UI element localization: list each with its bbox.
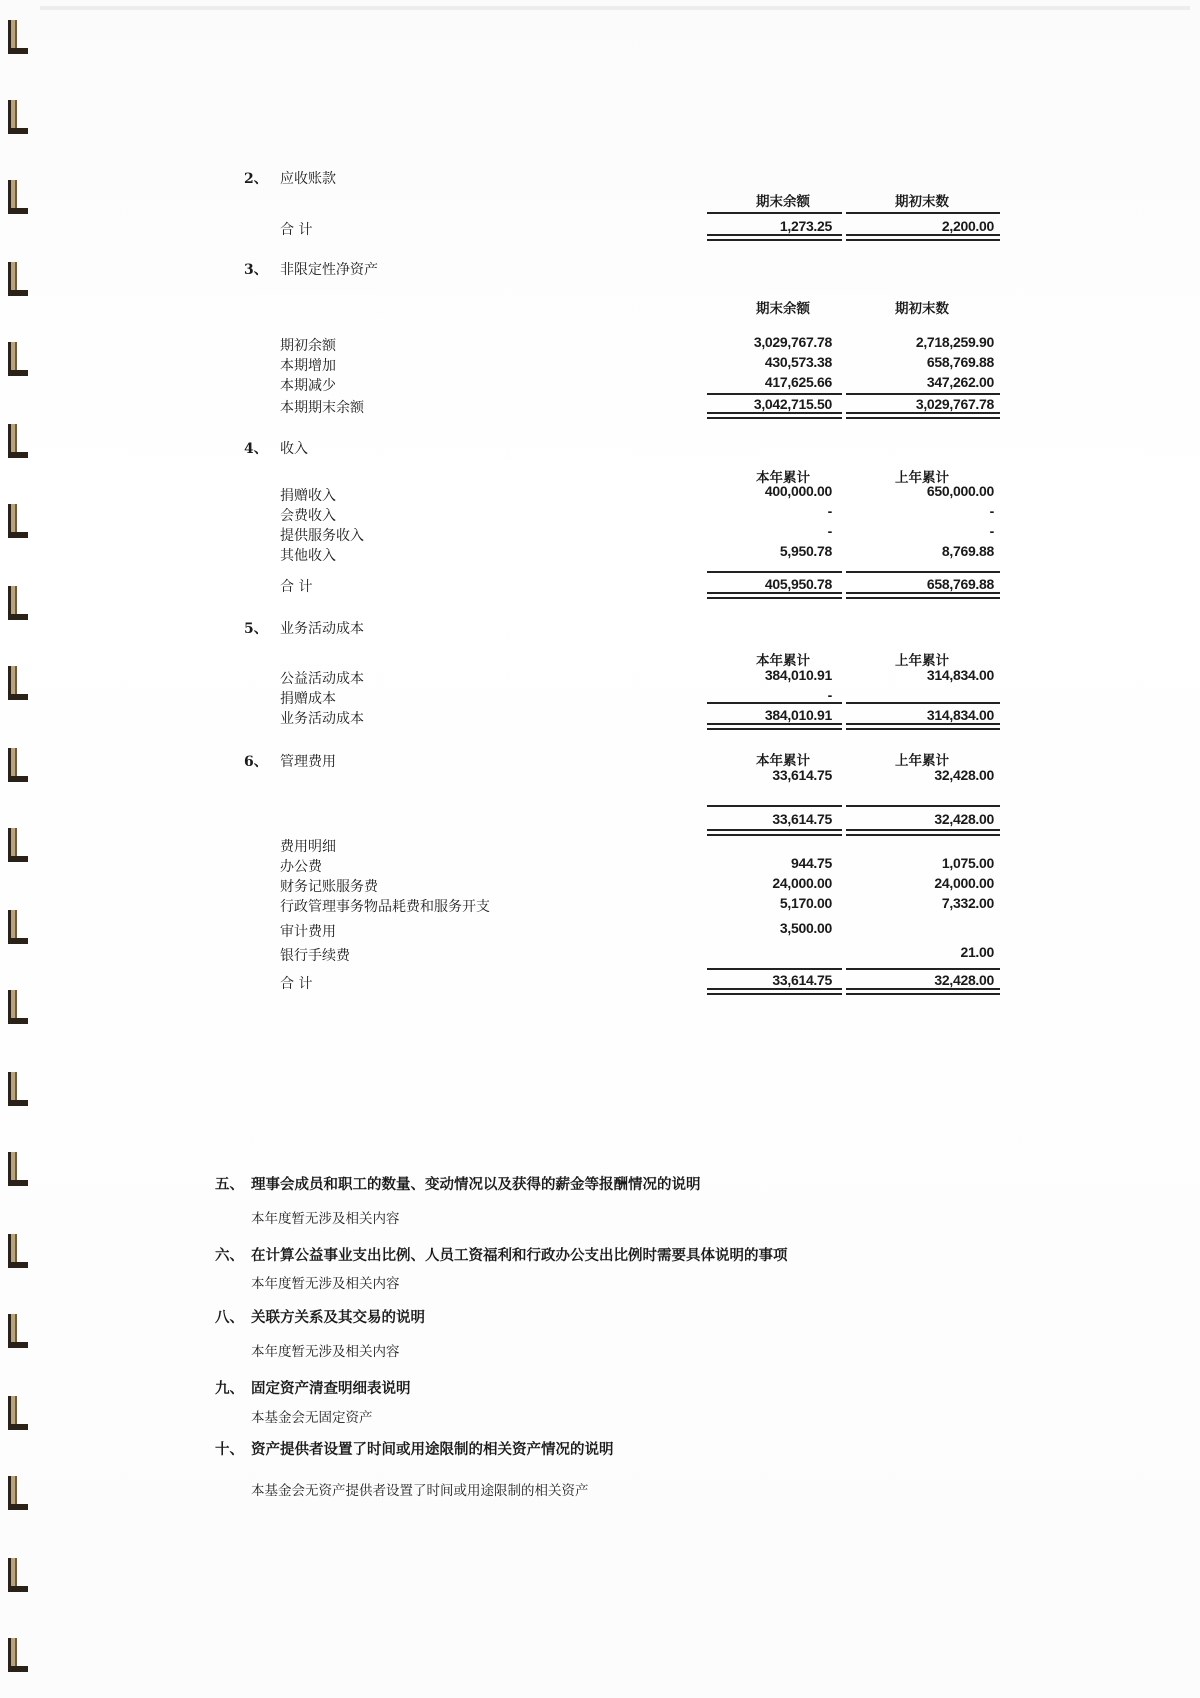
section-5-number: 5、 <box>244 621 268 637</box>
binder-hole <box>6 100 28 134</box>
value: - <box>827 523 832 539</box>
section-2-number: 2、 <box>244 171 268 187</box>
note-text: 本基金会无资产提供者设置了时间或用途限制的相关资产 <box>251 1483 589 1499</box>
section-6-title: 管理费用 <box>280 754 336 770</box>
value: 400,000.00 <box>764 483 832 499</box>
double-rule <box>846 988 1000 995</box>
value: 33,614.75 <box>772 811 832 827</box>
value: 5,950.78 <box>779 543 832 559</box>
note-text: 本年度暂无涉及相关内容 <box>251 1276 400 1292</box>
value: 658,769.88 <box>926 576 994 592</box>
total-label: 业务活动成本 <box>280 711 364 727</box>
double-rule <box>846 723 1000 730</box>
note-number: 八、 <box>215 1309 244 1326</box>
value: 24,000.00 <box>772 875 832 891</box>
value: 32,428.00 <box>934 811 994 827</box>
double-rule <box>707 723 842 730</box>
double-rule <box>707 234 842 241</box>
rule <box>707 571 842 573</box>
binder-hole <box>6 910 28 944</box>
binder-hole <box>6 1396 28 1430</box>
value: 32,428.00 <box>934 972 994 988</box>
value: 650,000.00 <box>926 483 994 499</box>
section-3-title: 非限定性净资产 <box>280 262 378 278</box>
rule <box>846 393 1000 395</box>
value: 314,834.00 <box>926 667 994 683</box>
note-text: 本基金会无固定资产 <box>251 1410 373 1426</box>
row-label: 银行手续费 <box>280 948 350 964</box>
note-number: 十、 <box>215 1441 244 1458</box>
binder-hole <box>6 262 28 296</box>
col-header-2: 上年累计 <box>895 653 949 669</box>
double-rule <box>846 592 1000 599</box>
note-number: 九、 <box>215 1380 244 1397</box>
binder-hole <box>6 504 28 538</box>
value: 3,029,767.78 <box>753 334 832 350</box>
rule <box>846 212 1000 214</box>
rule <box>707 393 842 395</box>
note-title: 关联方关系及其交易的说明 <box>251 1309 425 1326</box>
row-label: 本期增加 <box>280 358 336 374</box>
double-rule <box>707 988 842 995</box>
col-header-1: 本年累计 <box>756 470 810 486</box>
double-rule <box>707 592 842 599</box>
col-header-2: 上年累计 <box>895 470 949 486</box>
row-label: 办公费 <box>280 859 322 875</box>
section-4-title: 收入 <box>280 441 308 457</box>
value: 1,075.00 <box>941 855 994 871</box>
section-3-number: 3、 <box>244 262 268 278</box>
note-number: 六、 <box>215 1247 244 1264</box>
binder-hole <box>6 748 28 782</box>
note-title: 固定资产清查明细表说明 <box>251 1380 411 1397</box>
col-header-1: 本年累计 <box>756 653 810 669</box>
value: - <box>989 503 994 519</box>
rule <box>707 702 842 704</box>
value: 347,262.00 <box>926 374 994 390</box>
total-label: 合 计 <box>280 579 313 595</box>
section-6-number: 6、 <box>244 754 268 770</box>
total-label: 合 计 <box>280 222 313 238</box>
col-header-2: 期初末数 <box>895 194 949 210</box>
value: 3,029,767.78 <box>915 396 994 412</box>
binder-hole <box>6 1476 28 1510</box>
col-header-2: 期初末数 <box>895 301 949 317</box>
value: 21.00 <box>960 944 994 960</box>
rule <box>846 968 1000 970</box>
rule <box>707 805 842 807</box>
col-header-1: 本年累计 <box>756 753 810 769</box>
binder-hole <box>6 180 28 214</box>
row-label: 提供服务收入 <box>280 528 364 544</box>
binder-hole <box>6 20 28 54</box>
binder-hole <box>6 828 28 862</box>
binder-hole <box>6 1314 28 1348</box>
value: 7,332.00 <box>941 895 994 911</box>
row-label: 期初余额 <box>280 338 336 354</box>
row-label: 捐赠收入 <box>280 488 336 504</box>
rule <box>846 805 1000 807</box>
section-5-title: 业务活动成本 <box>280 621 364 637</box>
row-label: 审计费用 <box>280 924 336 940</box>
binder-hole <box>6 1558 28 1592</box>
value: - <box>827 687 832 703</box>
value: 33,614.75 <box>772 767 832 783</box>
binder-hole <box>6 342 28 376</box>
col-header-2: 上年累计 <box>895 753 949 769</box>
binder-hole <box>6 424 28 458</box>
value: 417,625.66 <box>764 374 832 390</box>
rule <box>846 571 1000 573</box>
note-number: 五、 <box>215 1176 244 1193</box>
col-header-1: 期末余额 <box>756 301 810 317</box>
value: 2,718,259.90 <box>915 334 994 350</box>
row-label: 会费收入 <box>280 508 336 524</box>
binder-hole <box>6 586 28 620</box>
row-label: 本期减少 <box>280 378 336 394</box>
note-title: 在计算公益事业支出比例、人员工资福利和行政办公支出比例时需要具体说明的事项 <box>251 1247 788 1264</box>
note-title: 资产提供者设置了时间或用途限制的相关资产情况的说明 <box>251 1441 614 1458</box>
row-label: 公益活动成本 <box>280 671 364 687</box>
value: 24,000.00 <box>934 875 994 891</box>
total-label: 本期期末余额 <box>280 400 364 416</box>
double-rule <box>846 234 1000 241</box>
binder-hole <box>6 1638 28 1672</box>
value: 384,010.91 <box>764 667 832 683</box>
value: 3,042,715.50 <box>753 396 832 412</box>
row-label: 财务记账服务费 <box>280 879 378 895</box>
binder-hole <box>6 1234 28 1268</box>
value: 405,950.78 <box>764 576 832 592</box>
double-rule <box>846 829 1000 836</box>
note-text: 本年度暂无涉及相关内容 <box>251 1211 400 1227</box>
binder-hole <box>6 1072 28 1106</box>
scan-edge <box>40 6 1190 10</box>
rule <box>707 212 842 214</box>
double-rule <box>707 412 842 419</box>
note-title: 理事会成员和职工的数量、变动情况以及获得的薪金等报酬情况的说明 <box>251 1176 701 1193</box>
note-text: 本年度暂无涉及相关内容 <box>251 1344 400 1360</box>
value: 314,834.00 <box>926 707 994 723</box>
total-label: 合 计 <box>280 976 313 992</box>
col-header-1: 期末余额 <box>756 194 810 210</box>
double-rule <box>846 412 1000 419</box>
binder-hole <box>6 1152 28 1186</box>
row-label: 其他收入 <box>280 548 336 564</box>
section-2-title: 应收账款 <box>280 171 336 187</box>
value: 32,428.00 <box>934 767 994 783</box>
row-label: 捐赠成本 <box>280 691 336 707</box>
double-rule <box>707 829 842 836</box>
value: 658,769.88 <box>926 354 994 370</box>
value: 944.75 <box>790 855 832 871</box>
value: 430,573.38 <box>764 354 832 370</box>
section-4-number: 4、 <box>244 441 268 457</box>
value: 3,500.00 <box>779 920 832 936</box>
value: - <box>989 523 994 539</box>
value: 8,769.88 <box>941 543 994 559</box>
value: 384,010.91 <box>764 707 832 723</box>
rule <box>707 968 842 970</box>
binder-hole <box>6 666 28 700</box>
value: 33,614.75 <box>772 972 832 988</box>
detail-heading: 费用明细 <box>280 839 336 855</box>
binder-hole <box>6 990 28 1024</box>
value: 5,170.00 <box>779 895 832 911</box>
value: 2,200.00 <box>941 218 994 234</box>
rule <box>846 702 1000 704</box>
row-label: 行政管理事务物品耗费和服务开支 <box>280 899 490 915</box>
value: - <box>827 503 832 519</box>
value: 1,273.25 <box>779 218 832 234</box>
